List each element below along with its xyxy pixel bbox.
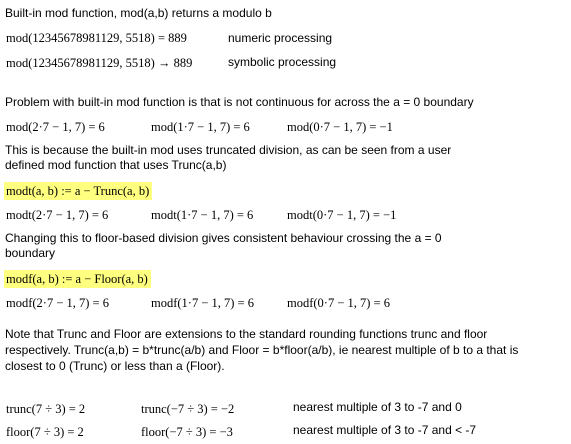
modf-definition[interactable]: modf(a, b) := a − Floor(a, b) bbox=[4, 270, 151, 288]
mod-numeric-expression[interactable]: mod(12345678981129, 5518) = 889 bbox=[6, 31, 187, 45]
changing-text-line1: Changing this to floor-based division gives consistent behaviour crossing the a = 0 bbox=[5, 231, 442, 245]
trunc-example-1[interactable]: trunc(7 ÷ 3) = 2 bbox=[6, 402, 86, 416]
because-text-line1: This is because the built-in mod uses truncated division, as can be seen from a user bbox=[5, 143, 452, 157]
problem-text: Problem with built-in mod function is that is not continuous for across the a = 0 boundary bbox=[5, 95, 474, 109]
note-text-line1: Note that Trunc and Floor are extensions to the standard rounding functions trunc and floor bbox=[5, 327, 488, 341]
modt-definition[interactable]: modt(a, b) := a − Trunc(a, b) bbox=[4, 182, 152, 200]
note-text-line3: closest to 0 (Trunc) or less than a (Floor). bbox=[5, 359, 225, 373]
mod-example-2[interactable]: mod(1·7 − 1, 7) = 6 bbox=[151, 120, 250, 134]
modf-example-1[interactable]: modf(2·7 − 1, 7) = 6 bbox=[6, 296, 109, 310]
symbolic-processing-label: symbolic processing bbox=[228, 55, 337, 69]
mod-example-3[interactable]: mod(0·7 − 1, 7) = −1 bbox=[287, 120, 393, 134]
floor-example-2[interactable]: floor(−7 ÷ 3) = −3 bbox=[141, 425, 233, 439]
floor-example-1[interactable]: floor(7 ÷ 3) = 2 bbox=[6, 425, 84, 439]
modt-example-2[interactable]: modt(1·7 − 1, 7) = 6 bbox=[151, 208, 254, 222]
note-text-line2: respectively. Trunc(a,b) = b*trunc(a/b) and Floor = b*floor(a/b), ie nearest multiple of b to a that is bbox=[5, 343, 519, 357]
trunc-explanation: nearest multiple of 3 to -7 and 0 bbox=[293, 400, 462, 414]
trunc-example-2[interactable]: trunc(−7 ÷ 3) = −2 bbox=[141, 402, 235, 416]
mod-symbolic-expression[interactable]: mod(12345678981129, 5518) → 889 bbox=[6, 56, 193, 70]
numeric-processing-label: numeric processing bbox=[228, 31, 333, 45]
modt-example-1[interactable]: modt(2·7 − 1, 7) = 6 bbox=[6, 208, 109, 222]
changing-text-line2: boundary bbox=[5, 246, 56, 260]
modt-example-3[interactable]: modt(0·7 − 1, 7) = −1 bbox=[287, 208, 397, 222]
because-text-line2: defined mod function that uses Trunc(a,b) bbox=[5, 158, 227, 172]
intro-text: Built-in mod function, mod(a,b) returns a modulo b bbox=[5, 6, 272, 20]
modf-example-3[interactable]: modf(0·7 − 1, 7) = 6 bbox=[287, 296, 390, 310]
modf-example-2[interactable]: modf(1·7 − 1, 7) = 6 bbox=[151, 296, 254, 310]
floor-explanation: nearest multiple of 3 to -7 and < -7 bbox=[293, 423, 477, 437]
mod-example-1[interactable]: mod(2·7 − 1, 7) = 6 bbox=[6, 120, 105, 134]
